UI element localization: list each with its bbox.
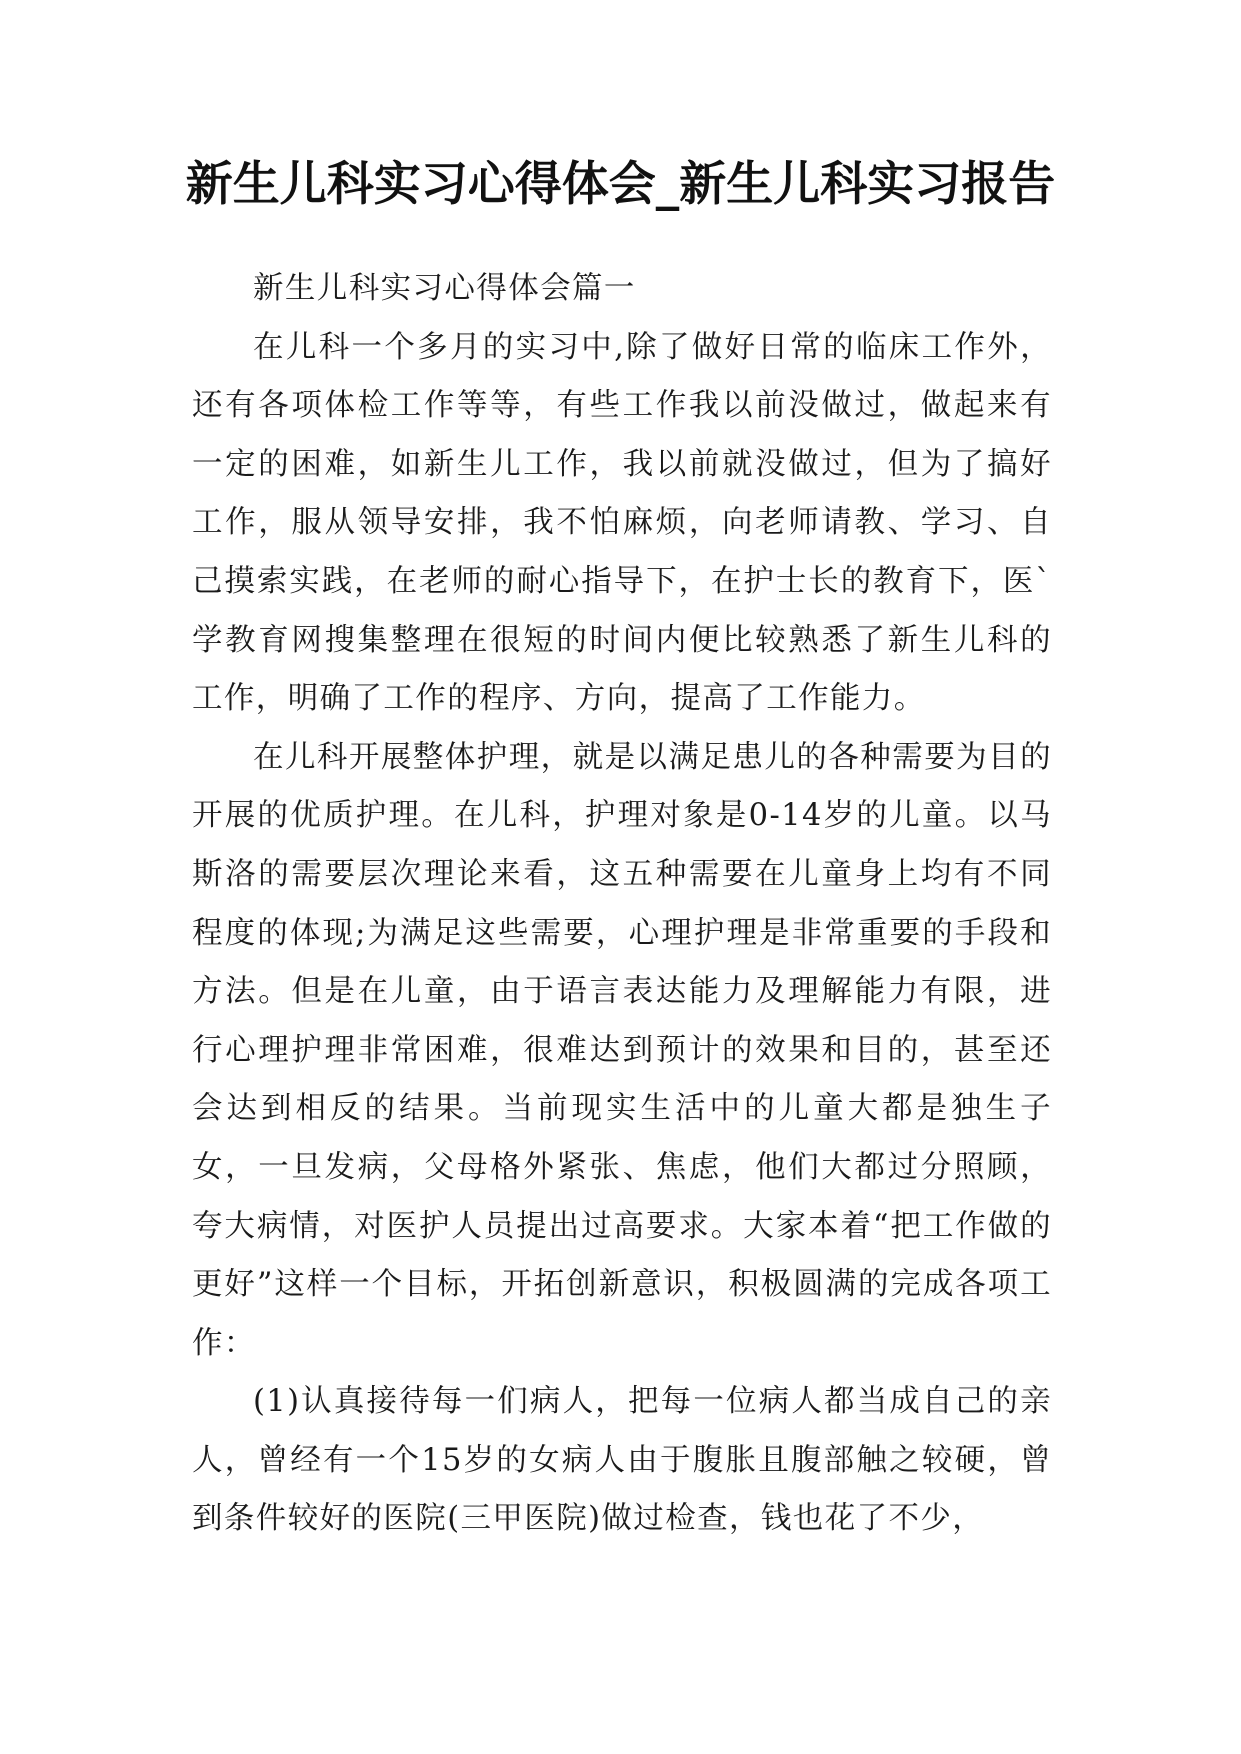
paragraph-1: 在儿科一个多月的实习中,除了做好日常的临床工作外，还有各项体检工作等等，有些工作我以前没做过，做起来有一定的困难，如新生儿工作，我以前就没做过，但为了搞好工作，服从领导安排，我不怕麻烦，向老师请教、学习、自己摸索实践，在老师的耐心指导下，在护士长的教育下，医`学教育网搜集整理在很短的时间内便比较熟悉了新生儿科的工作，明确了工作的程序、方向，提高了工作能力。 <box>192 329 1052 717</box>
paragraph-2: 在儿科开展整体护理，就是以满足患儿的各种需要为目的开展的优质护理。在儿科，护理对象是0-14岁的儿童。以马斯洛的需要层次理论来看，这五种需要在儿童身上均有不同程度的体现;为满足这些需要，心理护理是非常重要的手段和方法。但是在儿童，由于语言表达能力及理解能力有限，进行心理护理非常困难，很难达到预计的效果和目的，甚至还会达到相反的结果。当前现实生活中的儿童大都是独生子女，一旦发病，父母格外紧张、焦虑，他们大都过分照顾，夸大病情，对医护人员提出过高要求。大家本着“把工作做的更好”这样一个目标，开拓创新意识，积极圆满的完成各项工作： <box>192 739 1052 1361</box>
document-title: 新生儿科实习心得体会_新生儿科实习报告 <box>185 157 1056 212</box>
paragraph-3: (1)认真接待每一们病人，把每一位病人都当成自己的亲人，曾经有一个15岁的女病人由于腹胀且腹部触之较硬，曾到条件较好的医院(三甲医院)做过检查，钱也花了不少， <box>192 1384 1052 1537</box>
section-heading: 新生儿科实习心得体会篇一 <box>253 271 636 306</box>
document-body <box>192 260 1052 1549</box>
